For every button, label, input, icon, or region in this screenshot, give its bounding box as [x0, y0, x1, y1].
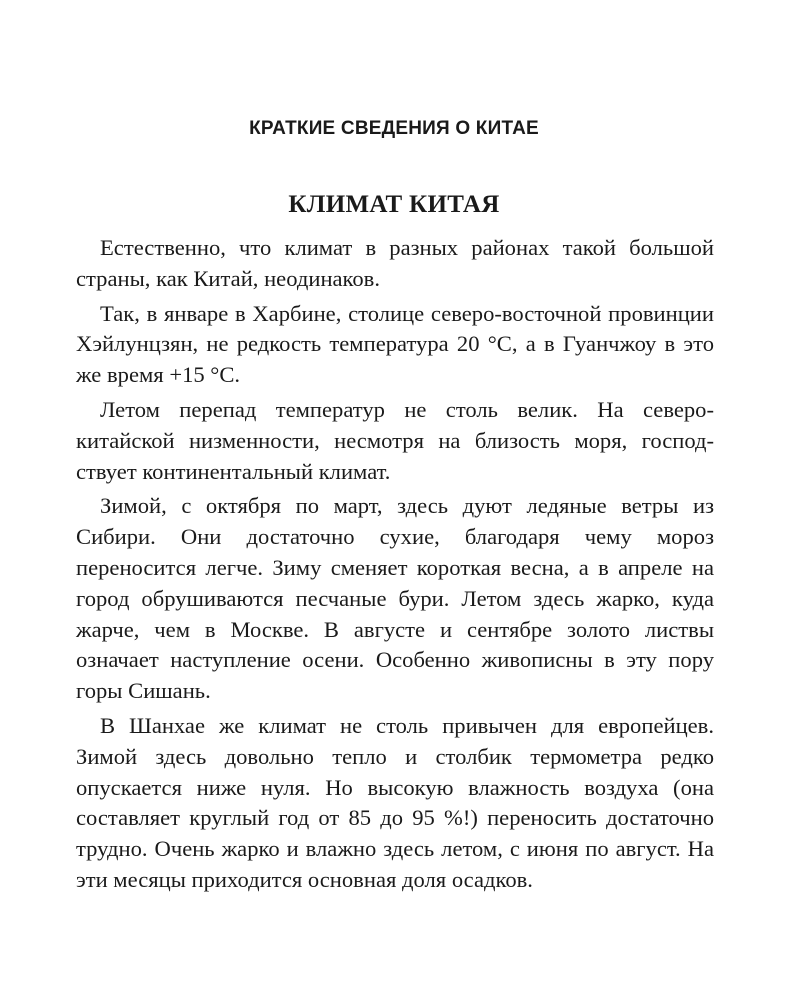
running-head: КРАТКИЕ СВЕДЕНИЯ О КИТАЕ: [249, 118, 539, 139]
paragraph: Зимой, с октября по март, здесь дуют ледяные ветры из Сибири. Они достаточно сухие, благодаря чему мороз переносится легче. Зиму сменяет короткая весна, а в апреле на город обрушиваются песчаные бури. Летом здесь жарко, куда жарче, чем в Москве. В августе и сентябре золото листвы означает наступление осени. Особенно живописны в эту пору горы Сишань.: [76, 493, 714, 704]
section-title: КЛИМАТ КИТАЯ: [288, 191, 500, 218]
body-text: [76, 233, 714, 900]
paragraph: Летом перепад температур не столь велик. На северо-китайской низменности, несмотря на близость моря, господствует континентальный климат.: [76, 396, 714, 484]
paragraph: Так, в январе в Харбине, столице северо-восточной провинции Хэйлунцзян, не редкость температура 20 °С, а в Гуанчжоу в это же время +15 °С.: [76, 300, 714, 388]
paragraph: В Шанхае же климат не столь привычен для европейцев. Зимой здесь довольно тепло и столбик термометра редко опускается ниже нуля. Но высокую влажность воздуха (она составляет круглый год от 85 до 95 %!) переносить достаточно трудно. Очень жарко и влажно здесь летом, с июня по август. На эти месяцы приходится основная доля осадков.: [76, 712, 714, 892]
paragraph: Естественно, что климат в разных районах такой большой страны, как Китай, неодинаков.: [76, 235, 714, 291]
